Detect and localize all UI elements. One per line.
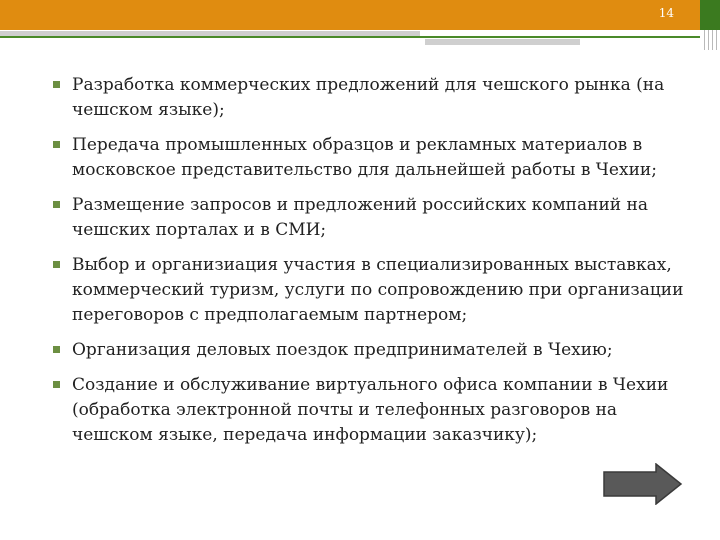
decor-line [708, 30, 709, 50]
list-item [52, 338, 692, 363]
square-bullet-icon [53, 201, 60, 208]
list-item-text: Разработка коммерческих предложений для чешского рынка (на чешском языке); [72, 75, 665, 120]
decor-side-stripes [700, 30, 720, 50]
header-bar [0, 0, 700, 30]
square-bullet-icon [53, 381, 60, 388]
list-item-text: Создание и обслуживание виртуального офиса компании в Чехии (обработка электронной почты и телефонных разговоров на чешском языке, передача информации заказчику); [72, 375, 669, 445]
square-bullet-icon [53, 261, 60, 268]
next-slide-button[interactable] [603, 463, 683, 505]
list-item-text: Организация деловых поездок предпринимателей в Чехию; [72, 340, 613, 360]
square-bullet-icon [53, 81, 60, 88]
list-item [52, 253, 692, 328]
header-accent [700, 0, 720, 30]
arrow-right-icon [603, 463, 683, 505]
list-item-text: Размещение запросов и предложений российских компаний на чешских порталах и в СМИ; [72, 195, 649, 240]
page-number: 14 [658, 6, 674, 20]
decor-line [704, 30, 705, 50]
square-bullet-icon [53, 141, 60, 148]
list-item [52, 373, 692, 448]
bullet-list [52, 73, 692, 458]
decor-line [712, 30, 713, 50]
decor-stripe-gray-right [425, 39, 580, 45]
list-item-text: Выбор и организиация участия в специализированных выставках, коммерческий туризм, услуги по сопровождению при организации переговоров с предполагаемым партнером; [72, 255, 684, 325]
list-item [52, 133, 692, 183]
list-item [52, 193, 692, 243]
decor-stripe-green [0, 36, 700, 38]
list-item-text: Передача промышленных образцов и рекламных материалов в московское представительство для дальнейшей работы в Чехии; [72, 135, 657, 180]
decor-line [716, 30, 717, 50]
list-item [52, 73, 692, 123]
square-bullet-icon [53, 346, 60, 353]
